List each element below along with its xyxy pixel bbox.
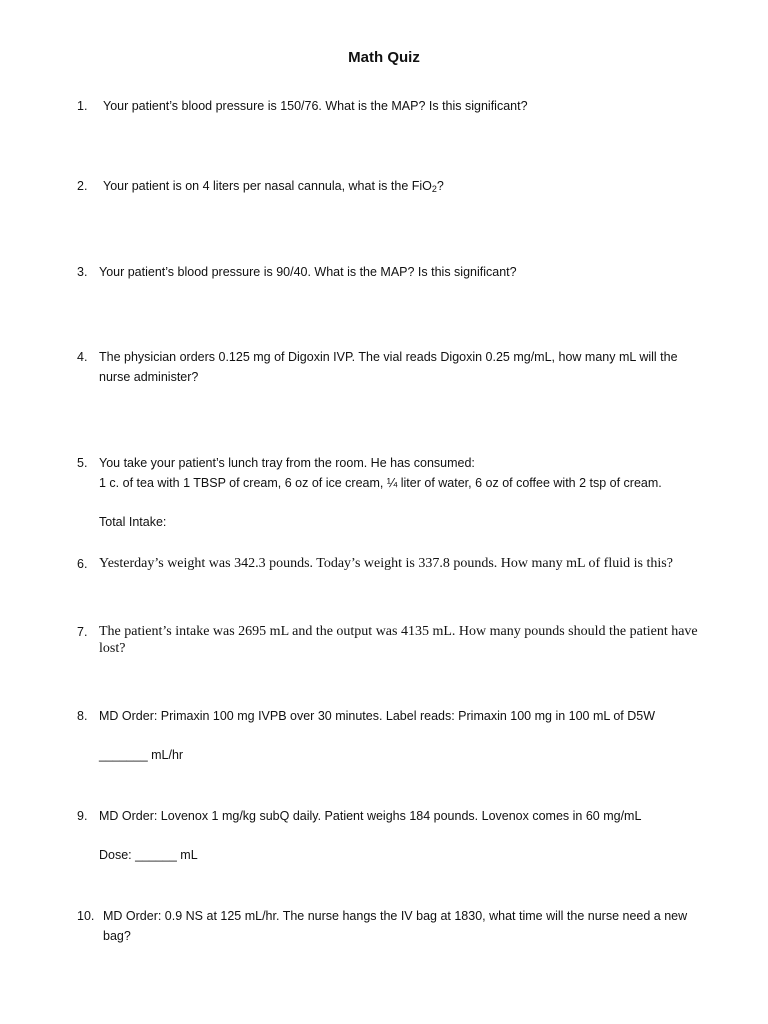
question-4: [77, 347, 717, 389]
question-number: 2.: [77, 179, 88, 193]
question-text: MD Order: Lovenox 1 mg/kg subQ daily. Patient weighs 184 pounds. Lovenox comes in 60 mg/mL Dose: ______ mL: [99, 806, 709, 865]
question-text: Your patient’s blood pressure is 90/40. What is the MAP? Is this significant?: [99, 265, 517, 279]
question-9: [77, 806, 717, 868]
question-number: 5.: [77, 456, 88, 470]
question-10: [77, 906, 717, 948]
question-text: MD Order: 0.9 NS at 125 mL/hr. The nurse hangs the IV bag at 1830, what time will the nurse need a new bag?: [103, 909, 688, 943]
question-8: [77, 706, 717, 768]
question-number: 4.: [77, 350, 88, 364]
question-text: You take your patient’s lunch tray from the room. He has consumed: 1 c. of tea with 1 TBSP of cream, 6 oz of ice cream, ¼ liter of water, 6 oz of coffee with 2 tsp of cream. Total Intake:: [99, 453, 709, 532]
question-3: [77, 262, 717, 284]
question-number: 1.: [77, 99, 88, 113]
answer-label: Total Intake:: [99, 515, 167, 529]
question-text: The physician orders 0.125 mg of Digoxin IVP. The vial reads Digoxin 0.25 mg/mL, how many mL will the nurse administer?: [99, 350, 678, 384]
page-title: Math Quiz: [348, 49, 420, 66]
question-text: MD Order: Primaxin 100 mg IVPB over 30 minutes. Label reads: Primaxin 100 mg in 100 mL of D5W _______ mL/hr: [99, 706, 709, 765]
question-text: Your patient is on 4 liters per nasal cannula, what is the FiO2?: [103, 179, 444, 194]
answer-blank: Dose: ______ mL: [99, 848, 198, 862]
question-1: [77, 96, 717, 118]
question-5: [77, 453, 717, 535]
question-number: 6.: [77, 557, 88, 571]
question-number: 3.: [77, 265, 88, 279]
answer-blank: _______ mL/hr: [99, 748, 184, 762]
question-number: 8.: [77, 709, 88, 723]
question-text: Yesterday’s weight was 342.3 pounds. Today’s weight is 337.8 pounds. How many mL of fluid is this?: [99, 556, 673, 571]
question-2: [77, 176, 717, 198]
question-number: 7.: [77, 625, 88, 639]
question-text: The patient’s intake was 2695 mL and the output was 4135 mL. How many pounds should the patient have lost?: [99, 624, 698, 656]
question-number: 10.: [77, 909, 95, 923]
question-text: Your patient’s blood pressure is 150/76. What is the MAP? Is this significant?: [103, 99, 528, 113]
question-7: [77, 622, 717, 662]
question-6: [77, 554, 717, 576]
question-number: 9.: [77, 809, 88, 823]
